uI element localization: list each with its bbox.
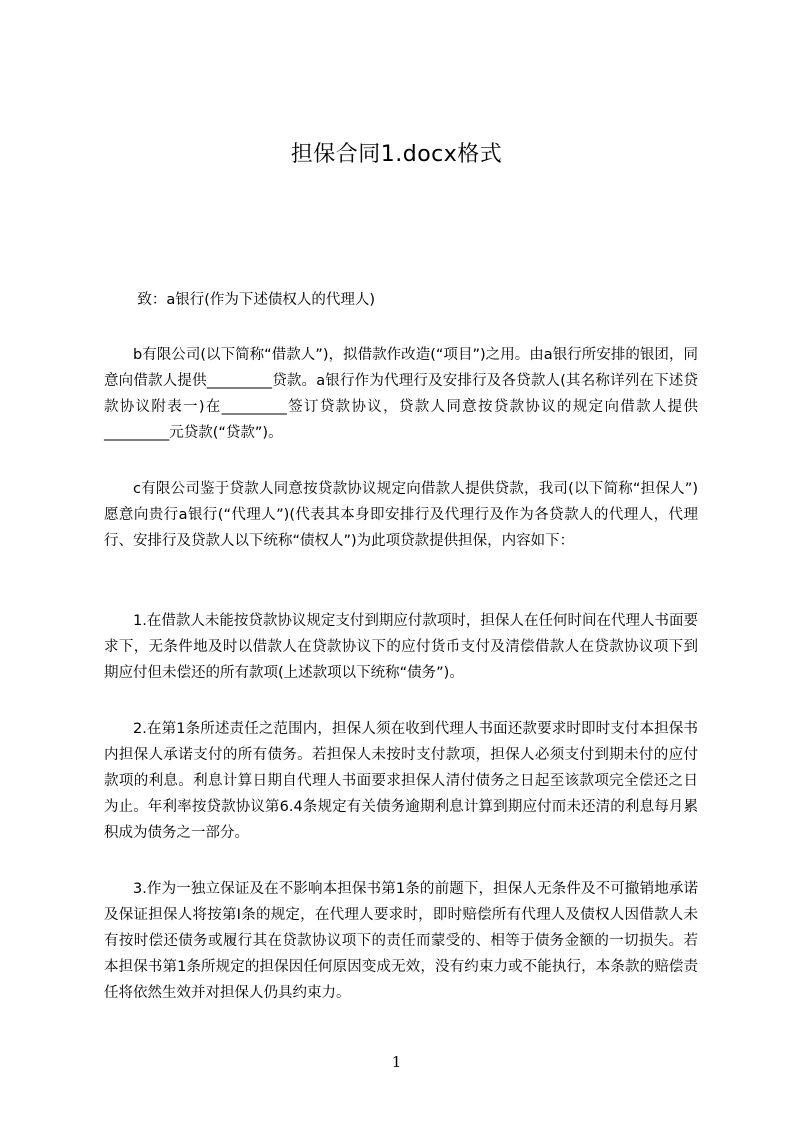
clause-2: 2.在第1条所述责任之范围内，担保人须在收到代理人书面还款要求时即时支付本担保书内担保人承诺支付的所有债务。若担保人未按时支付款项，担保人必须支付到期未付的应付款项的利息。利息计算日期自代理人书面要求担保人清付债务之日起至该款项完全偿还之日为止。年利率按贷款协议第6.4条规定有关债务逾期利息计算到期应付而未还清的利息每月累积成为债务之一部分。 — [104, 721, 698, 841]
page-number: 1 — [391, 1053, 402, 1071]
paragraph-loan-background: b有限公司(以下简称“借款人”)，拟借款作改造(“项目”)之用。由a银行所安排的银团，同意向借款人提供_________贷款。a银行作为代理行及安排行及各贷款人(其名称详列在下述贷款协议附表一)在_________签订贷款协议，贷款人同意按贷款协议的规定向借款人提供_________元贷款(“贷款”)。 — [104, 347, 698, 441]
clause-1: 1.在借款人未能按贷款协议规定支付到期应付款项时，担保人在任何时间在代理人书面要求下，无条件地及时以借款人在贷款协议下的应付货币支付及清偿借款人在贷款协议项下到期应付但未偿还的所有款项(上述款项以下统称“债务”)。 — [104, 613, 698, 681]
addressee-line: 致：a银行(作为下述债权人的代理人) — [137, 292, 376, 308]
clause-3: 3.作为一独立保证及在不影响本担保书第1条的前题下，担保人无条件及不可撤销地承诺及保证担保人将按第Ⅰ条的规定，在代理人要求时，即时赔偿所有代理人及债权人因借款人未有按时偿还债务或履行其在贷款协议项下的责任而蒙受的、相等于债务金额的一切损失。若本担保书第1条所规定的担保因任何原因变成无效，没有约束力或不能执行，本条款的赔偿责任将依然生效并对担保人仍具约束力。 — [104, 881, 698, 1001]
paragraph-guarantor-intro: c有限公司鉴于贷款人同意按贷款协议规定向借款人提供贷款，我司(以下简称“担保人”)愿意向贵行a银行(“代理人”)(代表其本身即安排行及代理行及作为各贷款人的代理人，代理行、安排行及贷款人以下统称“债权人”)为此项贷款提供担保，内容如下： — [104, 481, 698, 549]
document-title: 担保合同1.docx格式 — [290, 142, 503, 167]
